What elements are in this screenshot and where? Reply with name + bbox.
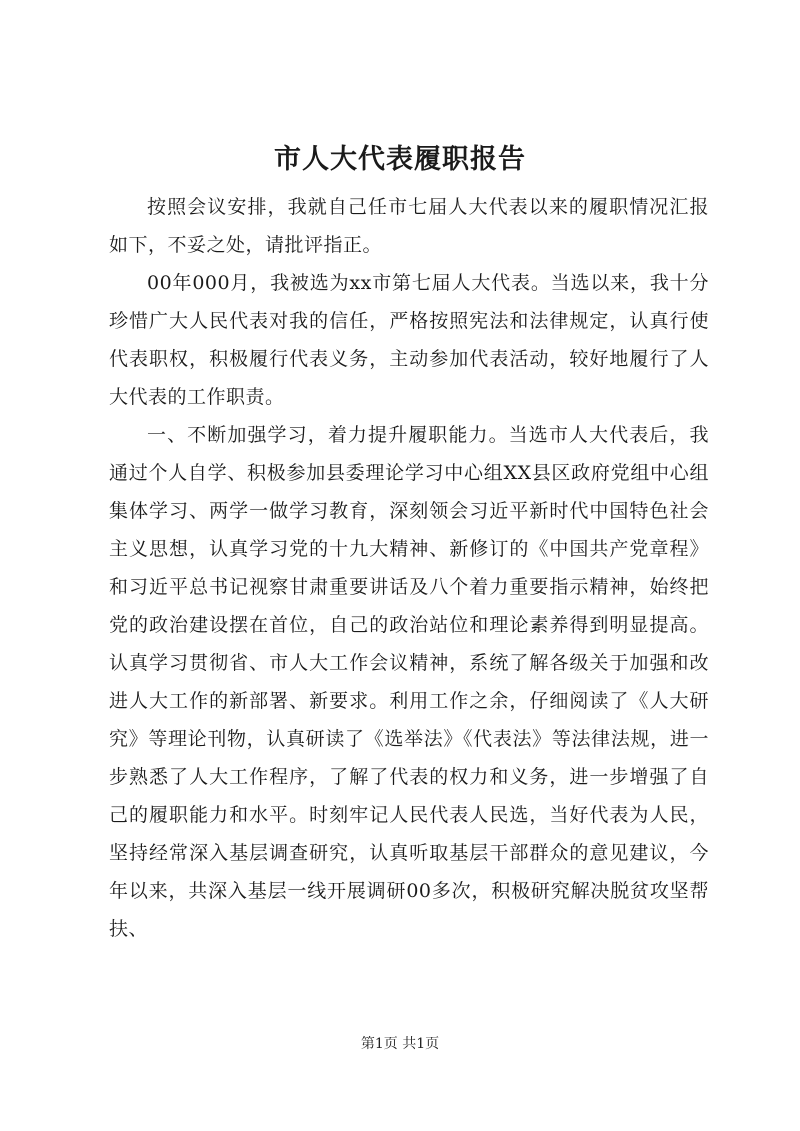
document-title: 市人大代表履职报告 bbox=[274, 144, 526, 175]
paragraph-intro: 按照会议安排，我就自己任市七届人大代表以来的履职情况汇报如下，不妥之处，请批评指正。 bbox=[109, 196, 709, 256]
paragraph-study: 一、不断加强学习，着力提升履职能力。当选市人大代表后，我通过个人自学、积极参加县委理论学习中心组XX县区政府党组中心组集体学习、两学一做学习教育，深刻领会习近平新时代中国特色社会主义思想，认真学习党的十九大精神、新修订的《中国共产党章程》和习近平总书记视察甘肃重要讲话及八个着力重要指示精神，始终把党的政治建设摆在首位，自己的政治站位和理论素养得到明显提高。认真学习贯彻省、市人大工作会议精神，系统了解各级关于加强和改进人大工作的新部署、新要求。利用工作之余，仔细阅读了《人大研究》等理论刊物，认真研读了《选举法》《代表法》等法律法规，进一步熟悉了人大工作程序，了解了代表的权力和义务，进一步增强了自己的履职能力和水平。时刻牢记人民代表人民选，当好代表为人民，坚持经常深入基层调查研究，认真听取基层干部群众的意见建议，今年以来，共深入基层一线开展调研00多次，积极研究解决脱贫攻坚帮扶、 bbox=[109, 424, 709, 940]
document-body bbox=[109, 188, 709, 948]
paragraph-election: 00年000月，我被选为xx市第七届人大代表。当选以来，我十分珍惜广大人民代表对我的信任，严格按照宪法和法律规定，认真行使代表职权，积极履行代表义务，主动参加代表活动，较好地履行了人大代表的工作职责。 bbox=[109, 272, 709, 408]
page-footer: 第1页 共1页 bbox=[360, 1036, 440, 1052]
